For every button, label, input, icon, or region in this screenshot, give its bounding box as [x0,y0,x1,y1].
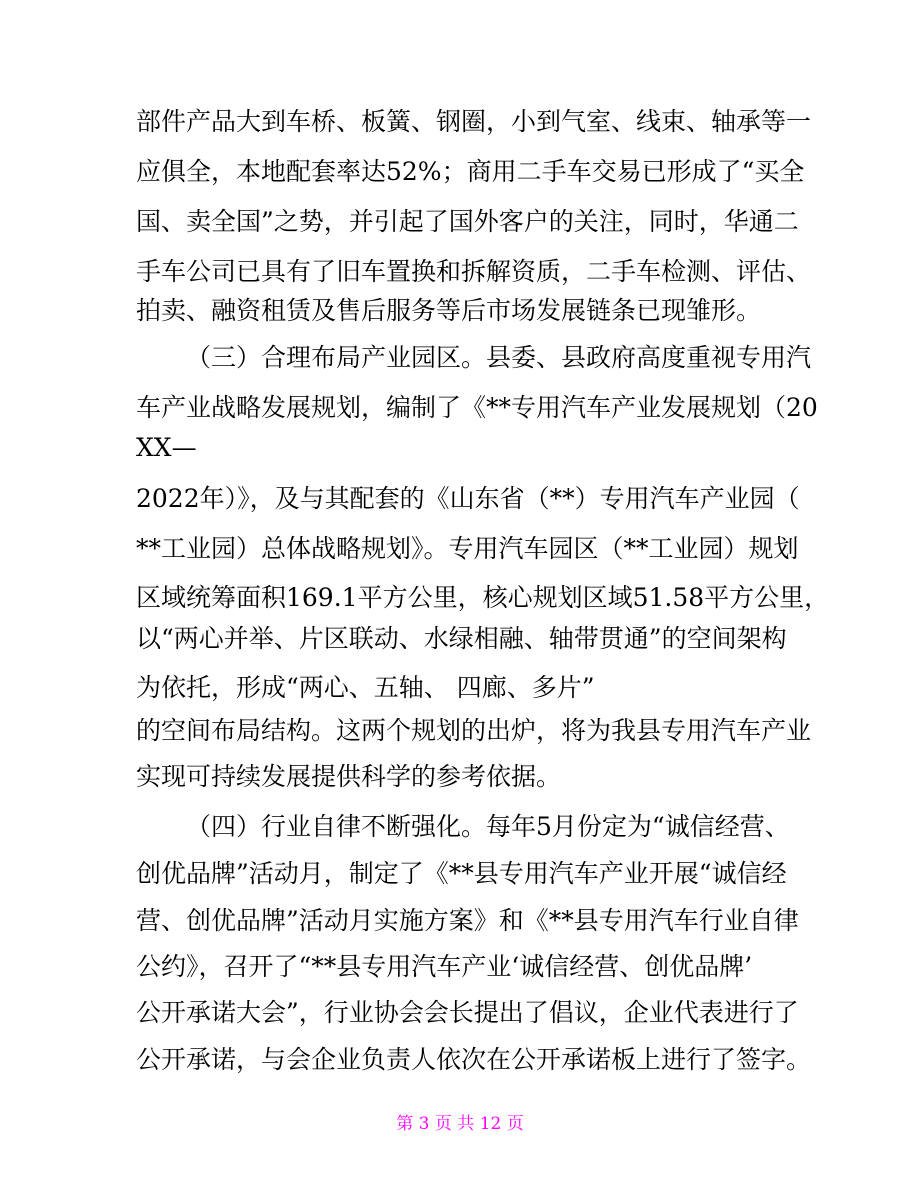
body-text-line-18: 营、创优品牌”活动月实施方案》和《**县专用汽车行业自律 [136,906,799,935]
body-text-line-11: 区域统筹面积169.1平方公里，核心规划区域51.58平方公里， [136,583,830,612]
body-text-line-1: 部件产品大到车桥、板簧、钢圈，小到气室、线束、轴承等一 [136,107,812,136]
body-text-line-5: 拍卖、融资租赁及售后服务等后市场发展链条已现雏形。 [136,296,762,325]
body-text-line-8: XX— [136,433,197,462]
page-number-footer: 第 3 页 共 12 页 [396,1114,524,1134]
body-text-line-20: 公开承诺大会”，行业协会会长提出了倡议，企业代表进行了 [136,998,799,1027]
body-text-line-2: 应俱全，本地配套率达52%；商用二手车交易已形成了“买全 [136,157,805,186]
body-text-line-21: 公开承诺，与会企业负责人依次在公开承诺板上进行了签字。 [136,1045,812,1074]
body-text-line-19: 公约》，召开了“**县专用汽车产业‘诚信经营、创优品牌’ [136,952,753,981]
body-text-line-13: 为依托，形成“两心、五轴、 四廊、多片” [136,673,595,702]
section-heading-4: （四）行业自律不断强化。每年5月份定为“诚信经营、 [186,812,790,841]
body-text-line-9: 2022年）》，及与其配套的《山东省（**）专用汽车产业园（ [136,484,800,513]
body-text-line-10: **工业园）总体战略规划》。专用汽车园区（**工业园）规划 [136,534,799,563]
body-text-line-14: 的空间布局结构。这两个规划的出炉，将为我县专用汽车产业 [136,716,812,745]
body-text-line-4: 手车公司已具有了旧车置换和拆解资质，二手车检测、评估、 [136,257,812,286]
body-text-line-7: 车产业战略发展规划，编制了《**专用汽车产业发展规划（20 [136,393,818,422]
body-text-line-3: 国、卖全国”之势，并引起了国外客户的关注，同时，华通二 [136,207,799,236]
body-text-line-12: 以“两心并举、片区联动、水绿相融、轴带贯通”的空间架构 [136,624,787,653]
body-text-line-17: 创优品牌”活动月，制定了《**县专用汽车产业开展“诚信经 [136,859,787,888]
section-heading-3: （三）合理布局产业园区。县委、县政府高度重视专用汽 [186,343,812,372]
body-text-line-15: 实现可持续发展提供科学的参考依据。 [136,762,562,791]
